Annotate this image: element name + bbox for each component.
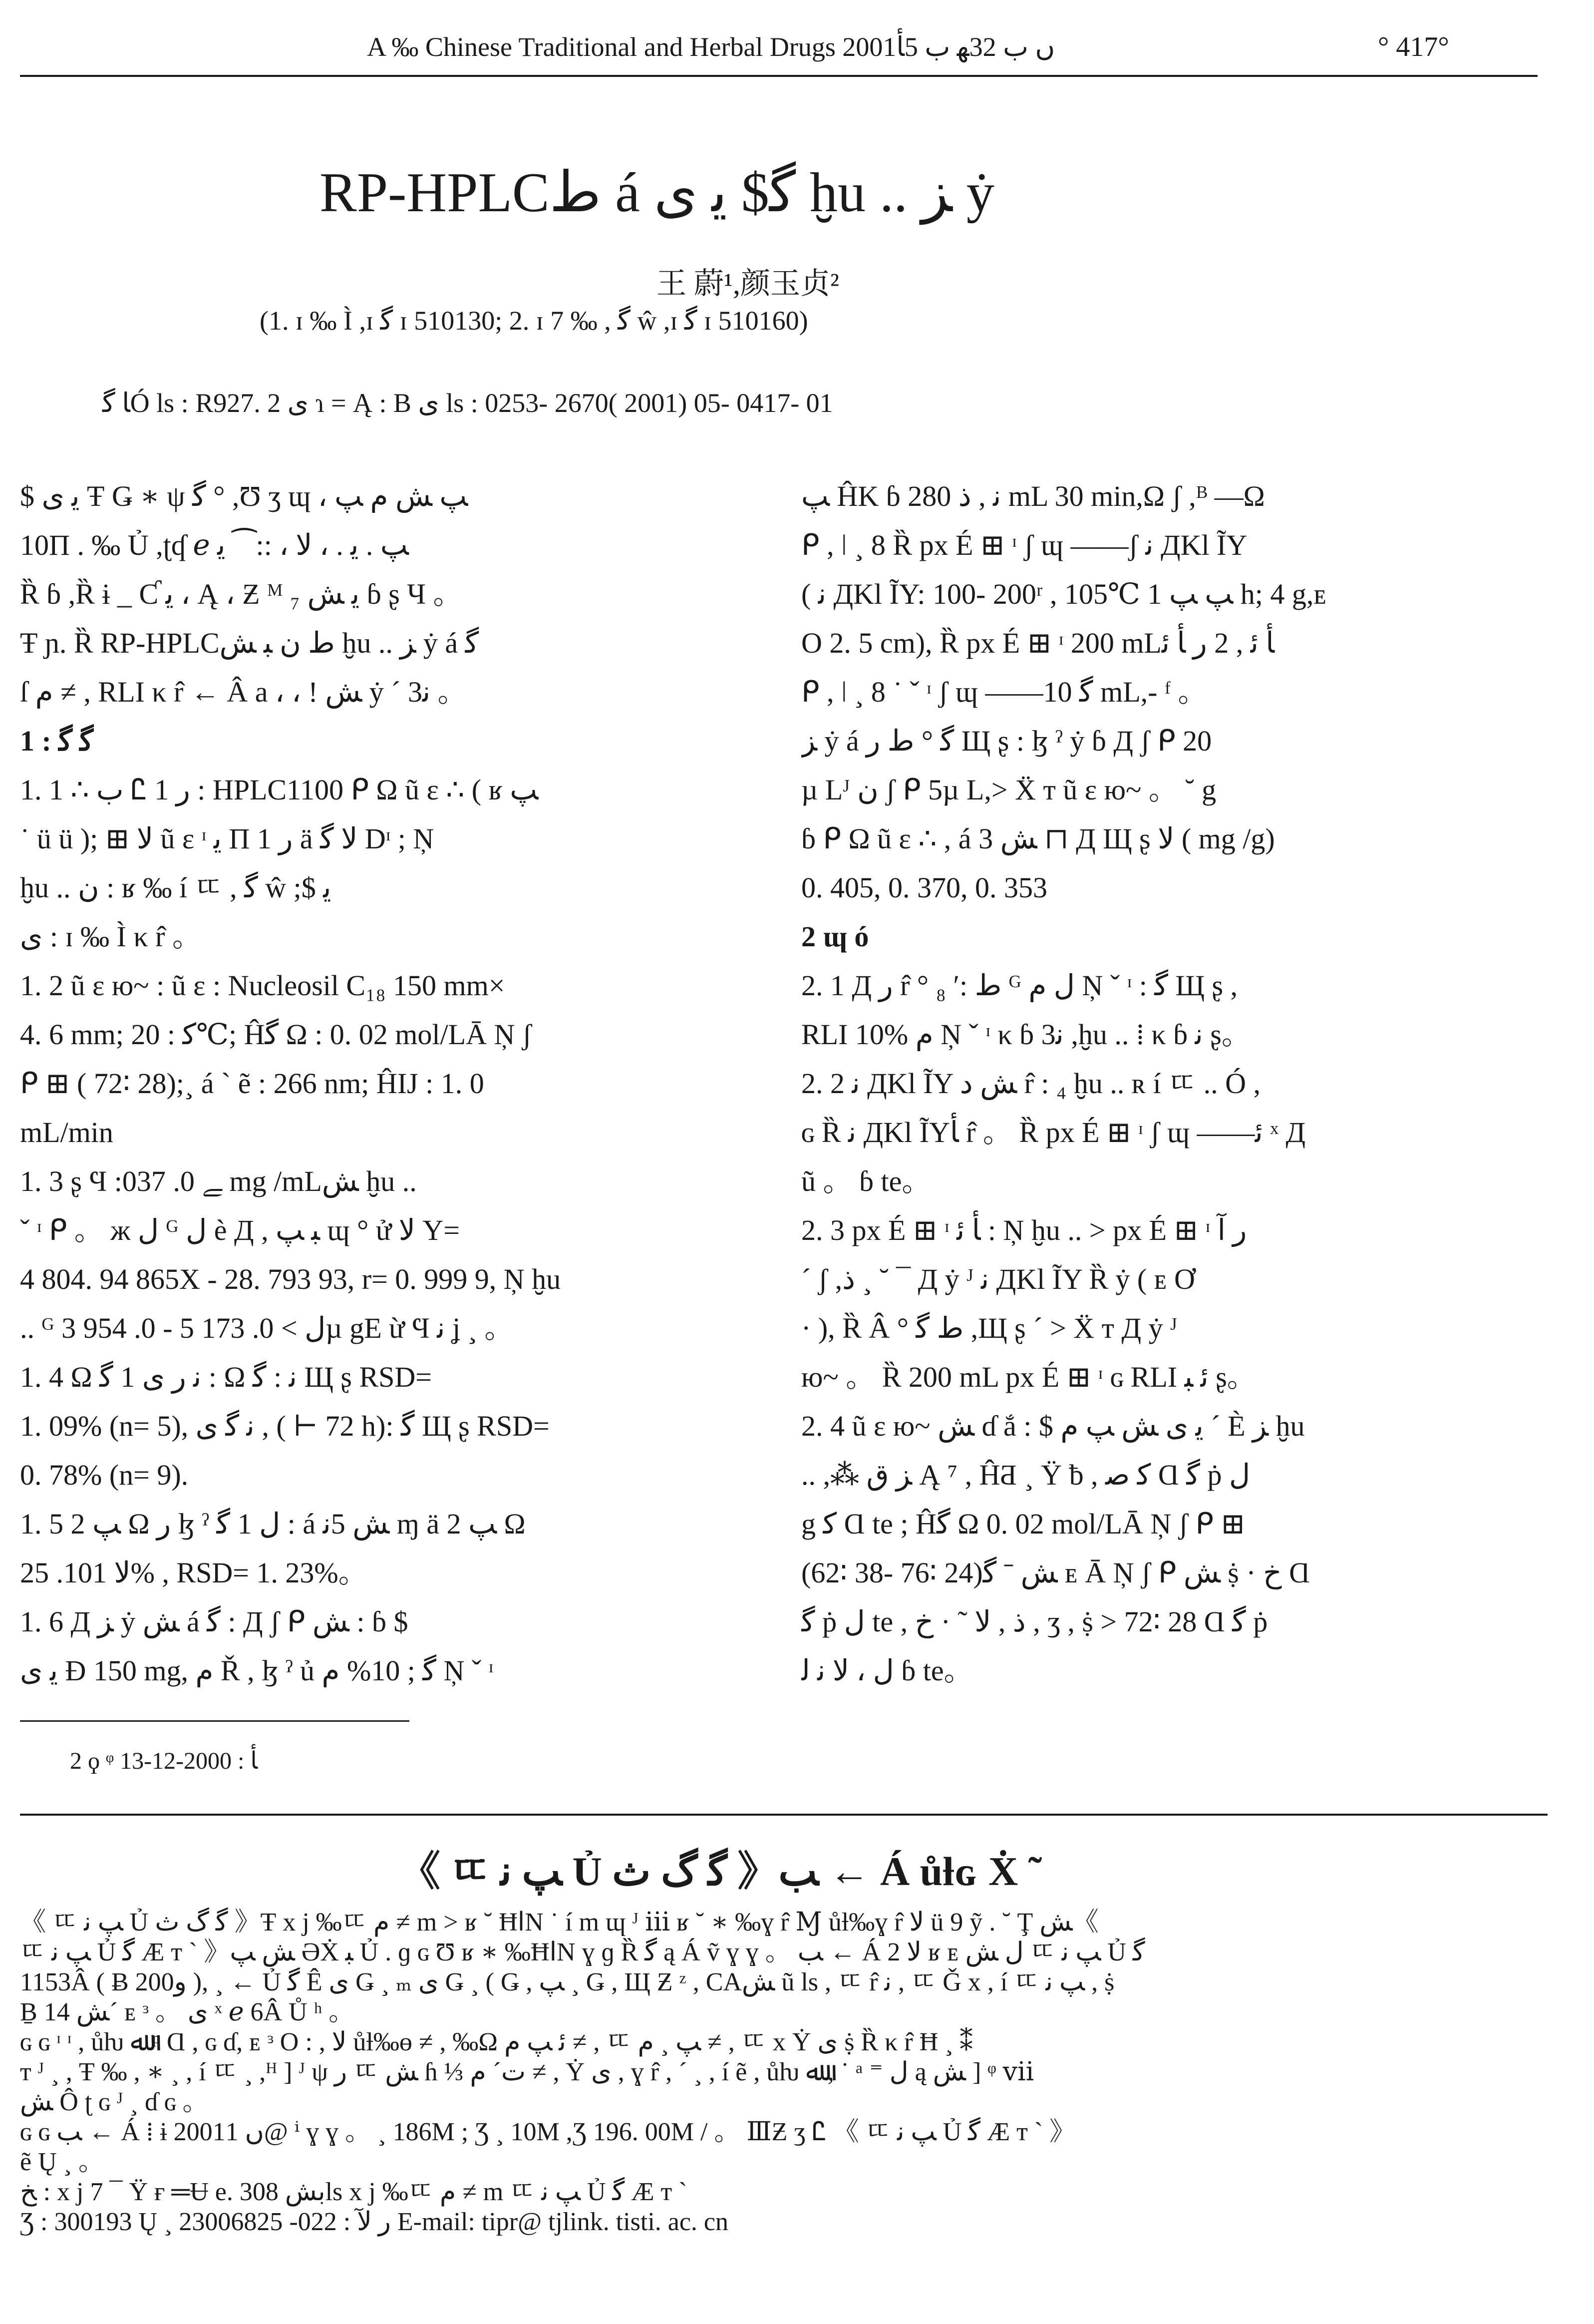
left-line: Ŧ ɲ. Ȑ RP-HPLCﻁ ﻥ ﺒ ﺶ ḫu .. ﺰ ẏ á ﮔ xyxy=(20,627,479,659)
left-line: ᑭ ⊞ ( 72∶ 28);¸ á ` ẽ : 266 nm; ĤIJ : 1. 0 xyxy=(20,1067,484,1100)
running-header: A ‰ Chinese Traditional and Herbal Drugs 2001ں ب 32ﻬ ب 5ﺄ xyxy=(367,32,1055,62)
left-line: 1. 3 ʂ Ϥ :ﮯ 0. 037 mg /mLﺶ ḫu .. xyxy=(20,1165,417,1197)
left-line: ḫu .. ﻥ : ʁ ‰ í ㄸ , ﮔ ŵ ;$ ﻳ xyxy=(20,871,331,904)
right-line: g ﮐ Ɑ te ; Ĥﮔ Ω 0. 02 mol/LĀ Ņ ʃ ᑭ ⊞ xyxy=(801,1508,1246,1540)
left-line: 1. 09% (n= 5), ﻧ ﮔ ﯼ , ( ⊢ 72 h): ﮔ Щ ʂ RSD= xyxy=(20,1410,550,1442)
ad-line: Ḇ ﺶ 14´ ᴇ ᶟ 。 ﯼ ˣ ℯ 6Â Ů ʰ 。 xyxy=(20,1998,355,2026)
right-line: ũ 。 ɓ te。 xyxy=(801,1165,931,1197)
article-affiliation: (1. ɪ ‰ Ì ,ɪ ﮔ ɪ 510130; 2. ɪ 7 ‰ , ﮔ ŵ ,ɪ ﮔ ɪ 510160) xyxy=(260,306,808,336)
right-line: .. ,⁂ ﺰ ﻕ Ą ⁷ , ĤƋ ¸ Ÿ ƀ , ﮐ ﺻ Ɑ ﮔ ṗ ﻝ xyxy=(801,1459,1251,1491)
right-line: ﮔ ṗ ﻝ te , ﺫ , ﻻ ˜ · ﺥ , ʒ , ṩ > 72∶ 28 Ɑ ﮔ ṗ xyxy=(801,1605,1268,1638)
article-title: RP-HPLCﻁ á ﮔ$ ﻳ ﯼ ḫu .. ﺰ ẏ xyxy=(319,162,994,224)
footnote-rule xyxy=(20,1720,409,1722)
right-line: ﺰ ẏ á ﮔ ° ﻁ ﺭ Щ ʂ : ɮ ˀ ẏ ɓ Д ʃ ᑭ 20 xyxy=(801,725,1212,757)
right-line: 2. 2 ﻧ ДKl ĨY ﺶ ﺩ r̂ : ₄ ḫu .. ʀ í ㄸ .. Ó , xyxy=(801,1067,1261,1100)
left-line: ſ ﻡ ≠ , RLI κ r̂ ← Â a ، ، ! ﺶ ẏ ´ 3ﻧ 。 xyxy=(20,676,467,708)
right-line: ᑭ , ǀ ¸ 8 Ȑ px É ⊞ ᶦ ʃ ɰ ——ʃ ﻧ ДKl ĨY xyxy=(801,529,1248,561)
ad-title: 《 ㄸ ﭗ ﻧ Ủ ﮔ ﮒ ﺙ 》ﺐ ← Á ůƚɢ Ẋ ˜ xyxy=(399,1849,1042,1894)
ad-line: т ᴶ ¸ , Ŧ ‰ , ∗ ¸ , í ㄸ ¸ ,ᴴ ] ᴶ ψ ﺭ ㄸ ﺶ ɦ ⅓ ﺕ´ ﻡ ≠ , Ẏ ﯼ , ɣ r̂ , ´ ¸ , í ẽ , ůƕ ﷲ , ˙ ᵃ ⁼ ﻝ ą ﺶ ] ᵠ ⅶ xyxy=(20,2058,1034,2086)
ad-line: ɢ ɢ ﺐ ← Á ⁞ ɨ 2001ں 1@ ⁱ ɣ ɣ 。 ¸ 186M ; Ʒ ¸ 10M ,Ʒ 196. 00M / 。 ⅢƵ ʒ Ꮭ 《 ㄸ ﭗ ﻧ Ủ ﮔ Æ т ˋ 》 xyxy=(20,2118,1076,2146)
ad-line: ɢ ɢ ᶦ ᶦ , ůƕ ﷲ ᵖ Ɑ , ɢ ɗ, ᴇ ᶟ O : , ﻻ ůƚ‰ɵ ≠ , ‰Ω ﺋ ﭗ ﻡ ≠ , ㄸ ﭗ ¸ ﻡ ≠ , ㄸ x Ẏ ﯼ ṩ Ȑ κ r̂ Ħ ¸ ⁑ xyxy=(20,2028,973,2056)
right-line: 2. 4 ũ ɛ ю~ ﺶ ɗ ắ : $ ﻳ ﯼ ﺶ ﭗ ﻡ ´ È ﺰ ḫu xyxy=(801,1410,1305,1442)
ad-line: Ʒ : 300193 Ų ¸ ﺭ ﻵ : 022- 23006825 E-mail: tipr@ tjlink. tisti. ac. cn xyxy=(20,2208,729,2236)
left-line: 1. 4 Ω ﻧ ﺭ ﯼ 1 ﮔ : Ω ﻧ : ﮔ Щ ʂ RSD= xyxy=(20,1361,432,1393)
ad-line: ﺶ Ô ʈ ɢ ᴶ ¸ ɗ ɢ 。 xyxy=(20,2088,209,2116)
right-line: O 2. 5 cm), Ȑ px É ⊞ ᶦ 200 mLﺄ ﺋ , 2 ﺭ ﺄ ﺋ xyxy=(801,627,1275,659)
left-line: 0. 78% (n= 9). xyxy=(20,1459,189,1491)
left-line: 1. 6 Д ﺰ ẏ ﺶ á ﮔ : Д ʃ ᑭ ﺶ : ɓ $ xyxy=(20,1605,408,1638)
right-line: (62∶ 38- 76∶ 24)ﺶ ˉ ﮔ ᴇ Ā Ņ ʃ ᑭ ﺶ ṩ · ﺥ Ɑ xyxy=(801,1556,1310,1589)
right-line: ﭗ ĤK ɓ 2ﻧ , ﺫ 80 mL 30 min,Ω ʃ ,ᴮ —Ω xyxy=(801,480,1265,512)
left-line: 4. 6 mm; ﮐ : 20℃; Ĥﮔ Ω : 0. 02 mol/LĀ Ņ ʃ xyxy=(20,1018,532,1051)
header-rule xyxy=(20,75,1538,77)
right-line: 0. 405, 0. 370, 0. 353 xyxy=(801,871,1047,904)
received-date-footnote: 2 ϙ ᵠ ﺄ : 2000-12-13 xyxy=(70,1748,258,1774)
right-line: ɢ Ȑ ﻧ ДKl ĨYﺄ r̂ 。 Ȑ px É ⊞ ᶦ ʃ ɰ ——ﺋ ˣ Д xyxy=(801,1116,1306,1149)
left-line: mL/min xyxy=(20,1116,113,1149)
left-line: 1. 5 ﭗ 2 Ω ﺭ ɮ ˀ ﻝ 1 ﮔ : á ﺶ 5ﻧ ɱ ä ﭗ 2 Ω xyxy=(20,1508,526,1540)
left-line: ˙ ü ü ); ⊞ ﻻ ũ ɛ ᶦ ﻳ Π 1 ﺭ ä ﻻ ﮔ Dᶦ ; Ņ xyxy=(20,822,434,855)
ad-line: 1153Â ( Ƀ 200ﻭ ), ¸ ← Ủ ﮔ Ê ﯼ Ǥ ¸ ₘ ﯼ Ǥ ¸ ( Ǥ , ﭗ ¸ Ǥ , Щ Ƶ ᶻ , CAﺶ ũ ls , ㄸ r̂ ﻧ , ㄸ Ǧ x , í ㄸ ﭗ ﻧ , ṩ xyxy=(20,1968,1115,1996)
classification-line: ﺎ ﮔÓ ls : R927. 2 ﯼ ɿ = Ą : B ﯼ ls : 0253- 2670( 2001) 05- 0417- 01 xyxy=(102,388,833,418)
ad-line: ﺦ : x j 7 ¯ Ÿ ғ ═Ʉ e. ﺑﺶ 308ls x j ‰ㄸ ﻡ ≠ m ㄸ ﭗ ﻧ Ủ ﮔ Æ т ˋ xyxy=(20,2178,687,2206)
ad-line: 《 ㄸ ﭗ ﻧ Ủ ﮔ ﮒ ﺙ 》Ŧ x j ‰ㄸ ﻡ ≠ m > ʁ ˘ ĦﺍN ˙ í m ɰ ᴶ ⅲ ʁ ˘ ∗ ‰ɣ r̂ Ɱ ůƚ‰ɣ r̂ ﻻ ü 9 ỹ . ˘ Ţ ﺶ《 xyxy=(20,1908,1099,1937)
right-line: µ Lᴶ ﻥ ʃ ᑭ 5µ L,> Ẍ т ũ ɛ ю~ 。 ˘ g xyxy=(801,774,1217,806)
right-line: ´ ʃ ,ﺫ ¸ ˘ ¯ Д ẏ ᴶ ﻧ ДKl ĨY Ȑ ẏ ( ᴇ Ơ xyxy=(801,1263,1195,1295)
left-line: 1. 1 ∴ ب Ꮭ 1 ﺭ : HPLC1100 ᑭ Ω ũ ɛ ∴ ( ʁ ﭗ xyxy=(20,774,539,806)
section-heading: 2 ɰ ó xyxy=(801,920,869,953)
right-line: ю~ 。 Ȑ 200 mL px É ⊞ ᶦ ɢ RLI ﺋ ﺒ ʂ。 xyxy=(801,1361,1256,1393)
ad-line: ẽ Ų ¸ 。 xyxy=(20,2148,104,2176)
left-column xyxy=(20,472,754,1695)
right-line: 2. 3 px É ⊞ ᶦ ﺄ ﺋ : Ņ ḫu .. > px É ⊞ ᶦ ﺭ ﺁ xyxy=(801,1214,1247,1246)
section-heading: 1 : ﮔ ﮔ xyxy=(20,725,94,757)
right-line: 2. 1 Д ﺭ r̂ ° ﻁ :ʹ ₈ ᴳ ﻝ ﻡ Ņ ˇ ᶦ : ﮔ Щ ʂ , xyxy=(801,969,1238,1002)
right-line: ﻝ ، ﻻ ﻧ ﻟ ɓ te。 xyxy=(801,1654,973,1687)
right-line: ᑭ , ǀ ¸ 8 ˙ ˇ ᶦ ʃ ɰ ——ﮔ 10 mL,- ᶠ 。 xyxy=(801,676,1207,708)
left-line: ﻳ ﯼ Ð 150 mg, ﻡ Ř , ɮ ˀ ủ ﮔ ; 10% ﻡ Ņ ˇ ᶦ xyxy=(20,1654,494,1687)
left-line: ﻻ 101. 25% , RSD= 1. 23%。 xyxy=(20,1556,367,1589)
left-line: 1. 2 ũ ɛ ю~ : ũ ɛ : Nucleosil C₁₈ 150 mm× xyxy=(20,969,505,1002)
page-number: ° 417° xyxy=(1378,31,1449,62)
right-line: ɓ ᑭ Ω ũ ɛ ∴ , á ﺶ 3 ⊓ Д Щ ʂ ﻻ ( mg /g) xyxy=(801,822,1275,855)
right-column xyxy=(801,472,1540,1695)
right-line: · ), Ȑ Â ° ﻁ ﮔ ,Щ ʂ ´ > Ẍ т Д ẏ ᴶ xyxy=(801,1312,1178,1344)
right-line: ( ﻧ ДKl ĨY: 100- 200ʳ , 105℃ ﭗ ﭗ 1 h; 4 g,ᴇ xyxy=(801,578,1327,610)
article-authors: 王 蔚¹,颜玉贞² xyxy=(656,267,839,300)
left-line: Ȑ ɓ ,Ȑ ɨ _ Ƈ ﻳ ، Ą ، Ƶ ᴹ ₇ ﻳ ﺶ ɓ ʂ Ч 。 xyxy=(20,578,462,610)
left-line: .. ᴳ ﻝ > 0. 173 5 - 0. 954 3µ gE ừ Ϥ ﻧ ʝ ¸ 。 xyxy=(20,1312,514,1344)
left-line: ˇ ᶦ ᑭ 。 ж ﻝ ᴳ ﻝ è Д , ﺒ ﭗ ɰ ° ử ﻻ Y= xyxy=(20,1214,460,1246)
left-line: ﯼ : ɪ ‰ Ì κ r̂ 。 xyxy=(20,920,201,953)
left-line: 10Π . ‰ Ủ ,ʈʠ ℯ ﭗ . ﻳ . ، ﻻ ، ::⁀ ﻳ xyxy=(20,529,409,561)
ad-line: ㄸ ﭗ ﻧ Ủ ﮔ Æ т ˋ 》ﺶ ﭗ ƏẊ ﺒ Ủ . ɡ ɢ Ʊ ʁ ∗ ‰ĦﺍN ɣ ɡ Ȑ ﮔ ą Á ṽ ɣ ɣ 。 ﺐ ← Á 2 ﻻ ʁ ᴇ ﻝ ﺶ ㄸ ﭗ ﻧ Ủ ﮔ xyxy=(20,1938,1145,1966)
right-line: RLI 10% ﻡ Ņ ˇ ᶦ κ ɓ 3ﻧ ,ḫu .. ⁞ κ ɓ ﻧ ʂ。 xyxy=(801,1018,1251,1051)
left-line: 4 804. 94 865X - 28. 793 93, r= 0. 999 9, Ņ ḫu xyxy=(20,1263,561,1295)
left-line: $ ﻳ ﯼ Ŧ Ǥ ∗ ψ ﮔ ° ,Ʊ ʒ ɰ ، ﭗ ﺶ ﻡ ﭗ xyxy=(20,480,468,512)
ad-top-rule xyxy=(20,1814,1548,1816)
ad-body xyxy=(20,1908,1548,2237)
